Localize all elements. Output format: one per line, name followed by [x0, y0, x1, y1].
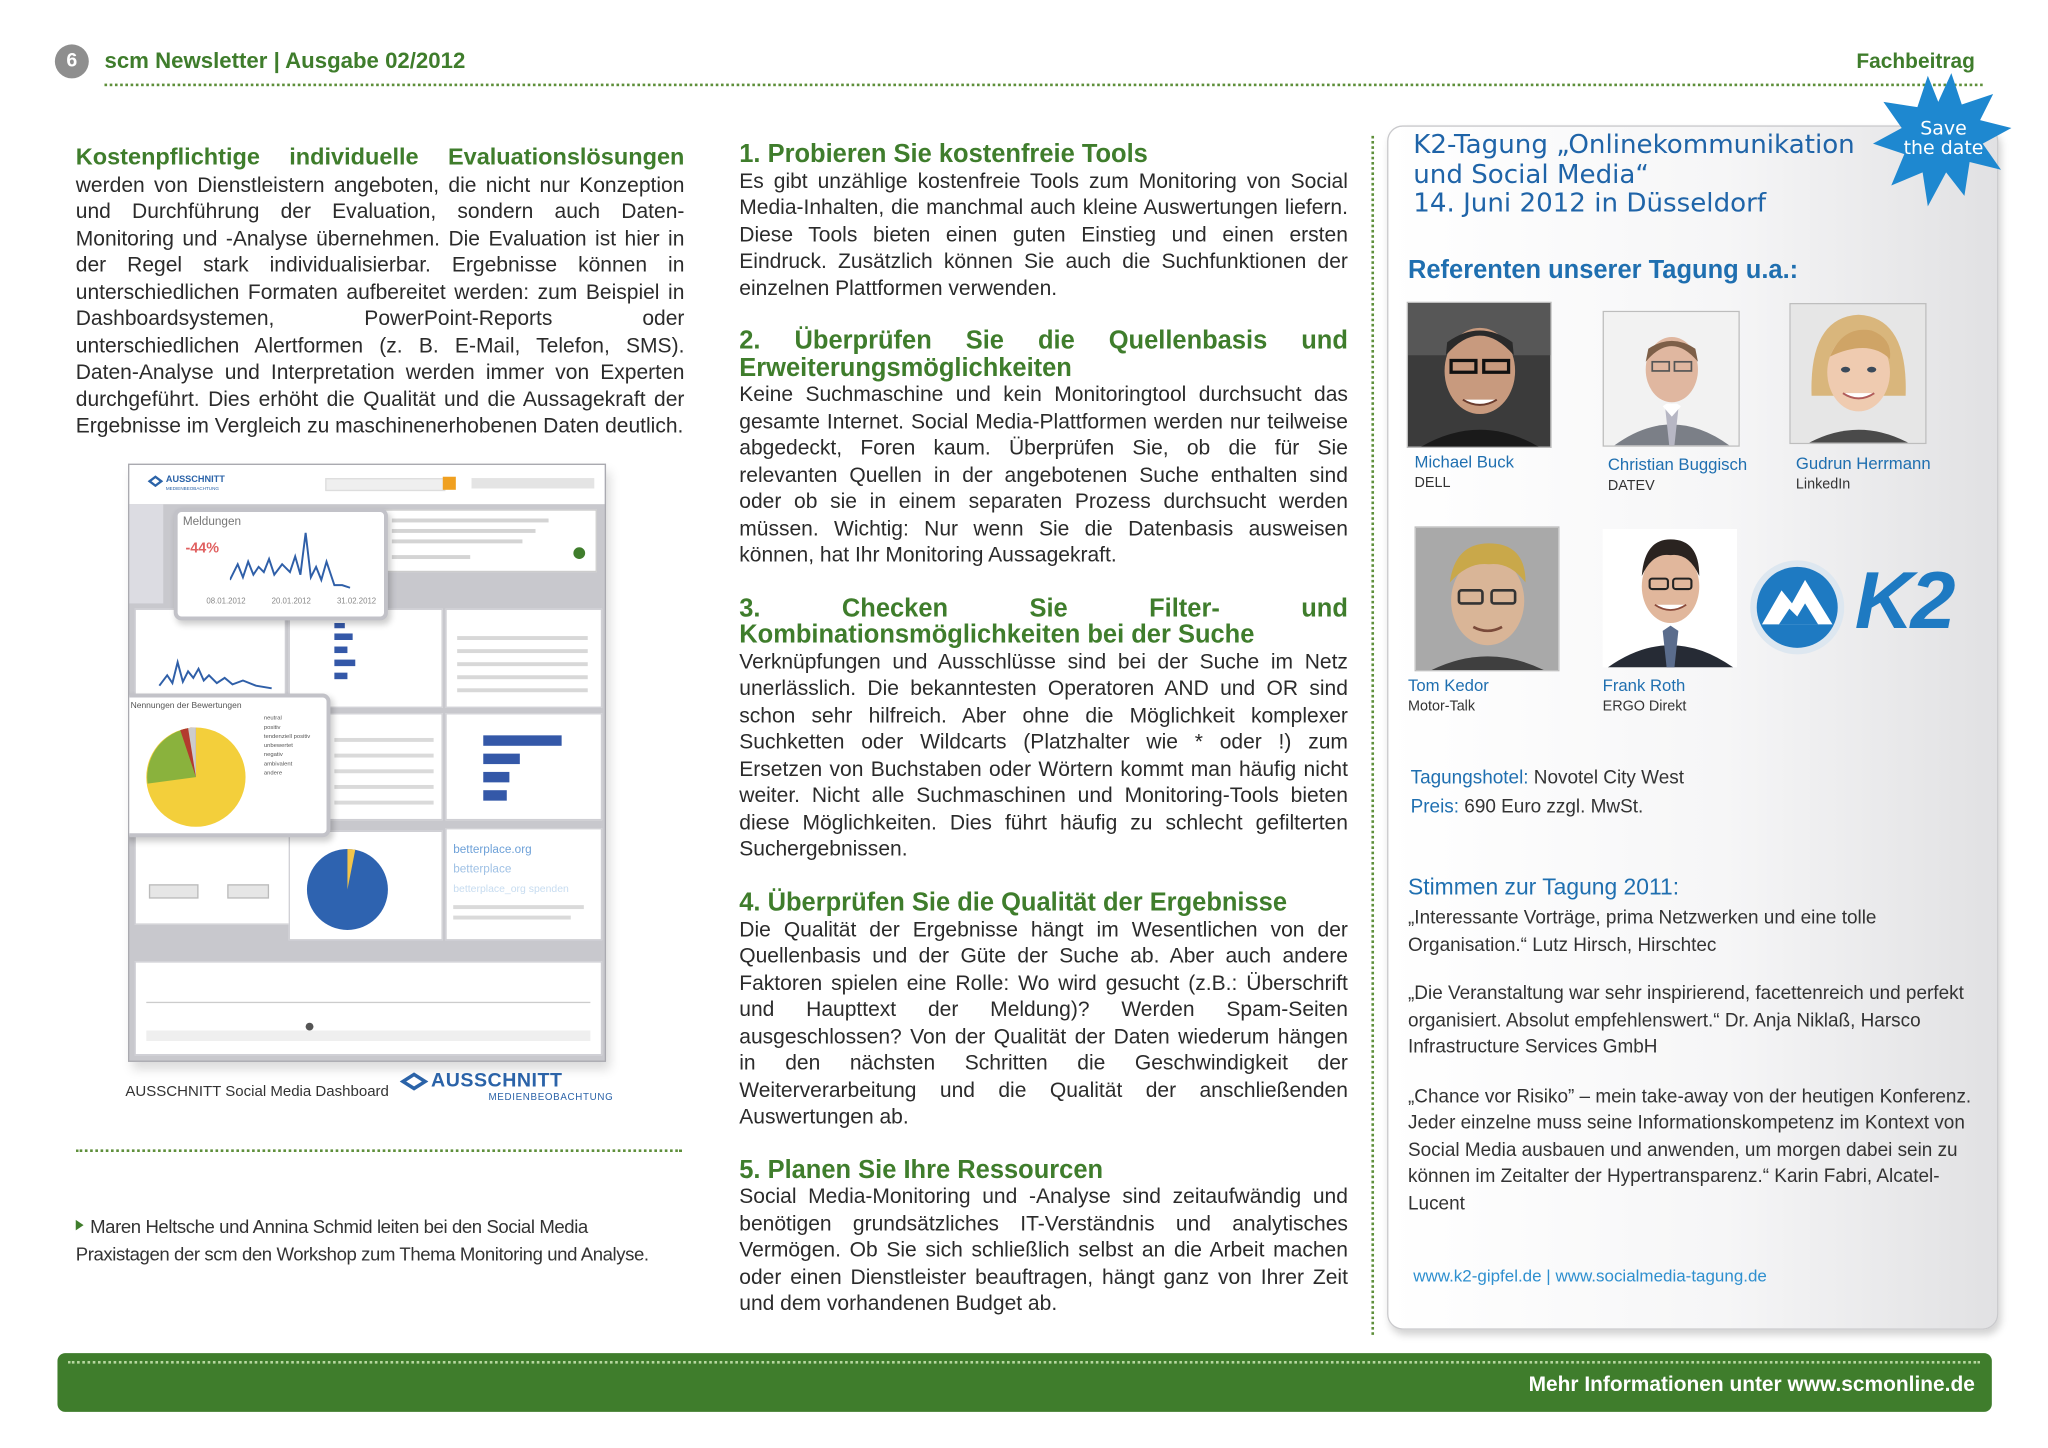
section-2 — [739, 328, 1348, 569]
ausschnitt-logo-icon — [148, 475, 164, 487]
meldungen-dates: 08.01.2012 20.01.2012 31.02.2012 — [206, 598, 377, 607]
k2-gipfel-link[interactable]: www.k2-gipfel.de — [1413, 1265, 1542, 1286]
dashboard-caption: AUSSCHNITT Social Media Dashboard — [125, 1084, 389, 1100]
testimonial-quote: „Die Veranstaltung war sehr inspirierend, facettenreich und perfekt organisiert. Absolut empfehlenswert.“ Dr. Anja Niklaß, Harsco Infrastructure Services GmbH — [1407, 983, 1964, 1058]
save-the-date-text: Save the date — [1903, 118, 1984, 160]
event-title: K2-Tagung „Onlinekommunikation und Social Media“ 14. Juni 2012 in Düsseldorf — [1413, 127, 1855, 219]
person-avatar-icon — [1416, 528, 1558, 670]
section-5-body: Social Media-Monitoring und -Analyse sind zeitaufwändig und benötigen grundsätzliches IT-Verständnis und analytisches Vermögen. Ob Sie sich schließlich selbst an die Arbeit machen oder einen Dienstleister beauftragen, hängt ganz von Ihrer Zeit und dem vorhandenen Budget ab. — [739, 1184, 1348, 1316]
speaker-gudrun-herrmann: Gudrun Herrmann LinkedIn — [1795, 453, 1931, 493]
speaker-photo-christian-buggisch — [1603, 311, 1740, 447]
testimonials — [1408, 905, 1983, 1239]
bewertungen-widget-title: Nennungen der Bewertungen — [130, 701, 242, 711]
lead-text: werden von Dienstleistern angeboten, die nicht nur Konzeption und Durchführung der Evaluation, sondern auch Daten-Monitoring und -Analyse übernehmen. Die Evaluation ist hier in der Regel stark individualisierbar. Ergebnisse können in unterschiedlichen Formaten aufbereitet werden: zum Beispiel in Dashboardsystemen, PowerPoint-Reports oder unterschiedlichen Alertformen (z. B. E-Mail, Telefon, SMS). Daten-Analyse und Interpretation werden immer von Experten durchgeführt. Dies erhöht die Qualität und die Aussagekraft der Ergebnisse im Vergleich zu maschinenerhobenen Daten deutlich. — [75, 173, 685, 438]
person-avatar-icon — [1603, 529, 1738, 667]
ad-line-2: betterplace — [453, 862, 512, 876]
speaker-tom-kedor: Tom Kedor Motor-Talk — [1407, 675, 1489, 715]
bewertungen-widget — [128, 694, 330, 838]
numbered-list-widget — [445, 609, 602, 708]
page-number: 6 — [55, 44, 89, 78]
voices-heading: Stimmen zur Tagung 2011: — [1407, 873, 1680, 900]
price-info: Preis: 690 Euro zzgl. MwSt. — [1410, 796, 1644, 818]
speaker-michael-buck: Michael Buck DELL — [1414, 451, 1514, 492]
footer-link[interactable]: Mehr Informationen unter www.scmonline.de — [1528, 1374, 1975, 1397]
trend-line-icon — [136, 610, 285, 707]
speaker-photo-tom-kedor — [1415, 526, 1560, 671]
ad-line-3: betterplace_org spenden — [453, 882, 569, 895]
speakers-heading: Referenten unserer Tagung u.a.: — [1407, 255, 1799, 285]
bewertungen-pie-chart-icon — [141, 721, 259, 833]
left-column-text — [76, 144, 685, 440]
socialmedia-tagung-link[interactable]: www.socialmedia-tagung.de — [1555, 1265, 1767, 1286]
section-2-body: Keine Suchmaschine und kein Monitoringtool durchsucht das gesamte Internet. Social Media-Plattformen werden nur teilweise abgedeckt, Foren kaum. Überprüfen Sie, ob die für Sie relevanten Quellen in der angebotenen Suche enthalten sind oder ob sie in einem separaten Prozess durchsucht werden müssen. Wichtig: Nur wenn Sie die Datenbasis ausweisen können, hat Ihr Monitoring Aussagekraft. — [739, 383, 1348, 568]
dashboard-screenshot — [128, 464, 606, 1062]
section-2-heading: 2. Überprüfen Sie die Quellenbasis und Erweiterungsmöglichkeiten — [739, 326, 1348, 383]
lead-heading: Kostenpflichtige individuelle Evaluationslösungen — [75, 143, 685, 170]
newsletter-title: scm Newsletter | Ausgabe 02/2012 — [104, 48, 466, 74]
speaker-christian-buggisch: Christian Buggisch DATEV — [1607, 454, 1748, 494]
meldungen-widget — [174, 508, 388, 620]
speaker-frank-roth: Frank Roth ERGO Direkt — [1602, 675, 1687, 715]
person-avatar-icon — [1408, 303, 1550, 447]
person-avatar-icon — [1604, 312, 1739, 445]
section-4 — [739, 889, 1348, 1130]
middle-column — [739, 141, 1348, 1343]
horizontal-bars-widget — [445, 713, 602, 820]
left-divider — [76, 1149, 682, 1152]
dashboard-logo-text: AUSSCHNITT — [165, 475, 225, 485]
dashboard-side-filter — [129, 504, 163, 603]
meldungen-widget-title: Meldungen — [182, 514, 242, 528]
ausschnitt-brand-sub: MEDIENBEOBACHTUNG — [488, 1090, 614, 1103]
blue-pie-chart-icon — [290, 832, 442, 939]
lead-paragraph — [76, 144, 685, 440]
section-1 — [739, 141, 1348, 302]
section-3-body: Verknüpfungen und Ausschlüsse sind bei der Suche im Netz unerlässlich. Die bekanntesten Operatoren AND und OR sind schon sehr hilfreich. Aber ohne die Möglichkeit komplexer Suchketten oder Wildcarts (Platzhalter wie * oder !) zum Ersetzen von Buchstaben oder Wörtern kommt man häufig nicht weiter. Nicht alle Suchmaschinen und Monitoring-Tools bieten diese Möglichkeiten. Dies führt häufig zu schlecht gefilterten Suchergebnissen. — [739, 650, 1348, 862]
ausschnitt-diamond-icon — [400, 1072, 429, 1090]
dashboard-nav-links[interactable] — [472, 478, 595, 488]
ad-line-1: betterplace.org — [453, 842, 532, 856]
pie-legend: neutral positiv tendenziell positiv unbewertet negativ ambivalent andere — [263, 714, 311, 776]
footer-dotted-line — [68, 1361, 1980, 1364]
category-label: Fachbeitrag — [1856, 50, 1975, 74]
section-3 — [739, 595, 1348, 863]
dashboard-search-input[interactable] — [325, 478, 445, 491]
hotel-info: Tagungshotel: Novotel City West — [1410, 767, 1684, 789]
speaker-photo-frank-roth — [1603, 529, 1738, 667]
betterplace-ad — [445, 828, 602, 940]
ausschnitt-brand-name: AUSSCHNITT — [431, 1069, 563, 1092]
testimonial-quote: „Interessante Vorträge, prima Netzwerken und eine tolle Organisation.“ Lutz Hirsch, Hirschtec — [1407, 907, 1877, 956]
section-4-body: Die Qualität der Ergebnisse hängt im Wesentlichen von der Quellenbasis und der Güte der Suche ab. Aber auch andere Faktoren spielen eine Rolle: Wo wird gesucht (z.B.: Überschrift und Haupttext der Meldung)? Werden Spam-Seiten ausgeschlossen? Von der Qualität der Daten wiederum hängen in den nächsten Schritten die Geschwindigkeit der Weiterverarbeitung und die Qualität der anschließenden Auswertungen ab. — [739, 917, 1348, 1129]
header-divider — [104, 84, 1982, 87]
column-divider — [1371, 136, 1374, 1335]
speaker-photo-gudrun-herrmann — [1789, 303, 1926, 444]
mountain-globe-icon — [1742, 556, 1852, 658]
section-5-heading: 5. Planen Sie Ihre Ressourcen — [739, 1155, 1104, 1185]
k2-logo-text: K2 — [1854, 556, 1953, 647]
person-avatar-icon — [1791, 304, 1926, 442]
event-links: www.k2-gipfel.de | www.socialmedia-tagung.de — [1413, 1265, 1767, 1286]
dashboard-alert-panel — [380, 509, 597, 572]
section-5 — [739, 1157, 1348, 1318]
save-the-date-badge — [1870, 68, 2014, 221]
dashboard-topbar — [129, 465, 604, 504]
speaker-photo-michael-buck — [1407, 302, 1552, 448]
section-3-heading: 3. Checken Sie Filter- und Kombinationsmöglichkeiten bei der Suche — [739, 593, 1348, 650]
dashboard-search-button[interactable] — [443, 477, 456, 490]
sources-list-widget — [325, 713, 443, 820]
dashboard-logo-sub: MEDIENBEOBACHTUNG — [165, 485, 219, 492]
meldungen-line-chart-icon — [230, 528, 374, 593]
meldungen-change: -44% — [185, 540, 220, 557]
section-4-heading: 4. Überprüfen Sie die Qualität der Ergebnisse — [739, 888, 1288, 917]
blue-pie-widget — [289, 831, 443, 941]
testimonial-quote: „Chance vor Risiko” – mein take-away von der heutigen Konferenz. Jeder einzelne muss seine Informationskompetenz im Kontext von Social Media ausbauen und anwenden, um morgen dabei sein zu können im Zeitalter der Hypertransparenz.“ Karin Fabri, Alcatel-Lucent — [1407, 1086, 1972, 1215]
arrow-right-icon — [76, 1220, 84, 1230]
section-1-body: Es gibt unzählige kostenfreie Tools zum Monitoring von Social Media-Inhalten, die manchmal auch kleine Auswertungen liefern. Diese Tools bieten einen guten Einstieg und einen ersten Eindruck. Zusätzlich können Sie auch die Suchfunktionen der einzelnen Plattformen verwenden. — [739, 169, 1348, 300]
section-1-heading: 1. Probieren Sie kostenfreie Tools — [739, 139, 1148, 169]
author-bio: Maren Heltsche und Annina Schmid leiten bei den Social Media Praxistagen der scm den Workshop zum Thema Monitoring und Analyse. — [75, 1217, 649, 1266]
k2-logo — [1742, 556, 1977, 658]
alert-status-icon — [573, 547, 585, 559]
timeline-widget — [135, 961, 603, 1055]
